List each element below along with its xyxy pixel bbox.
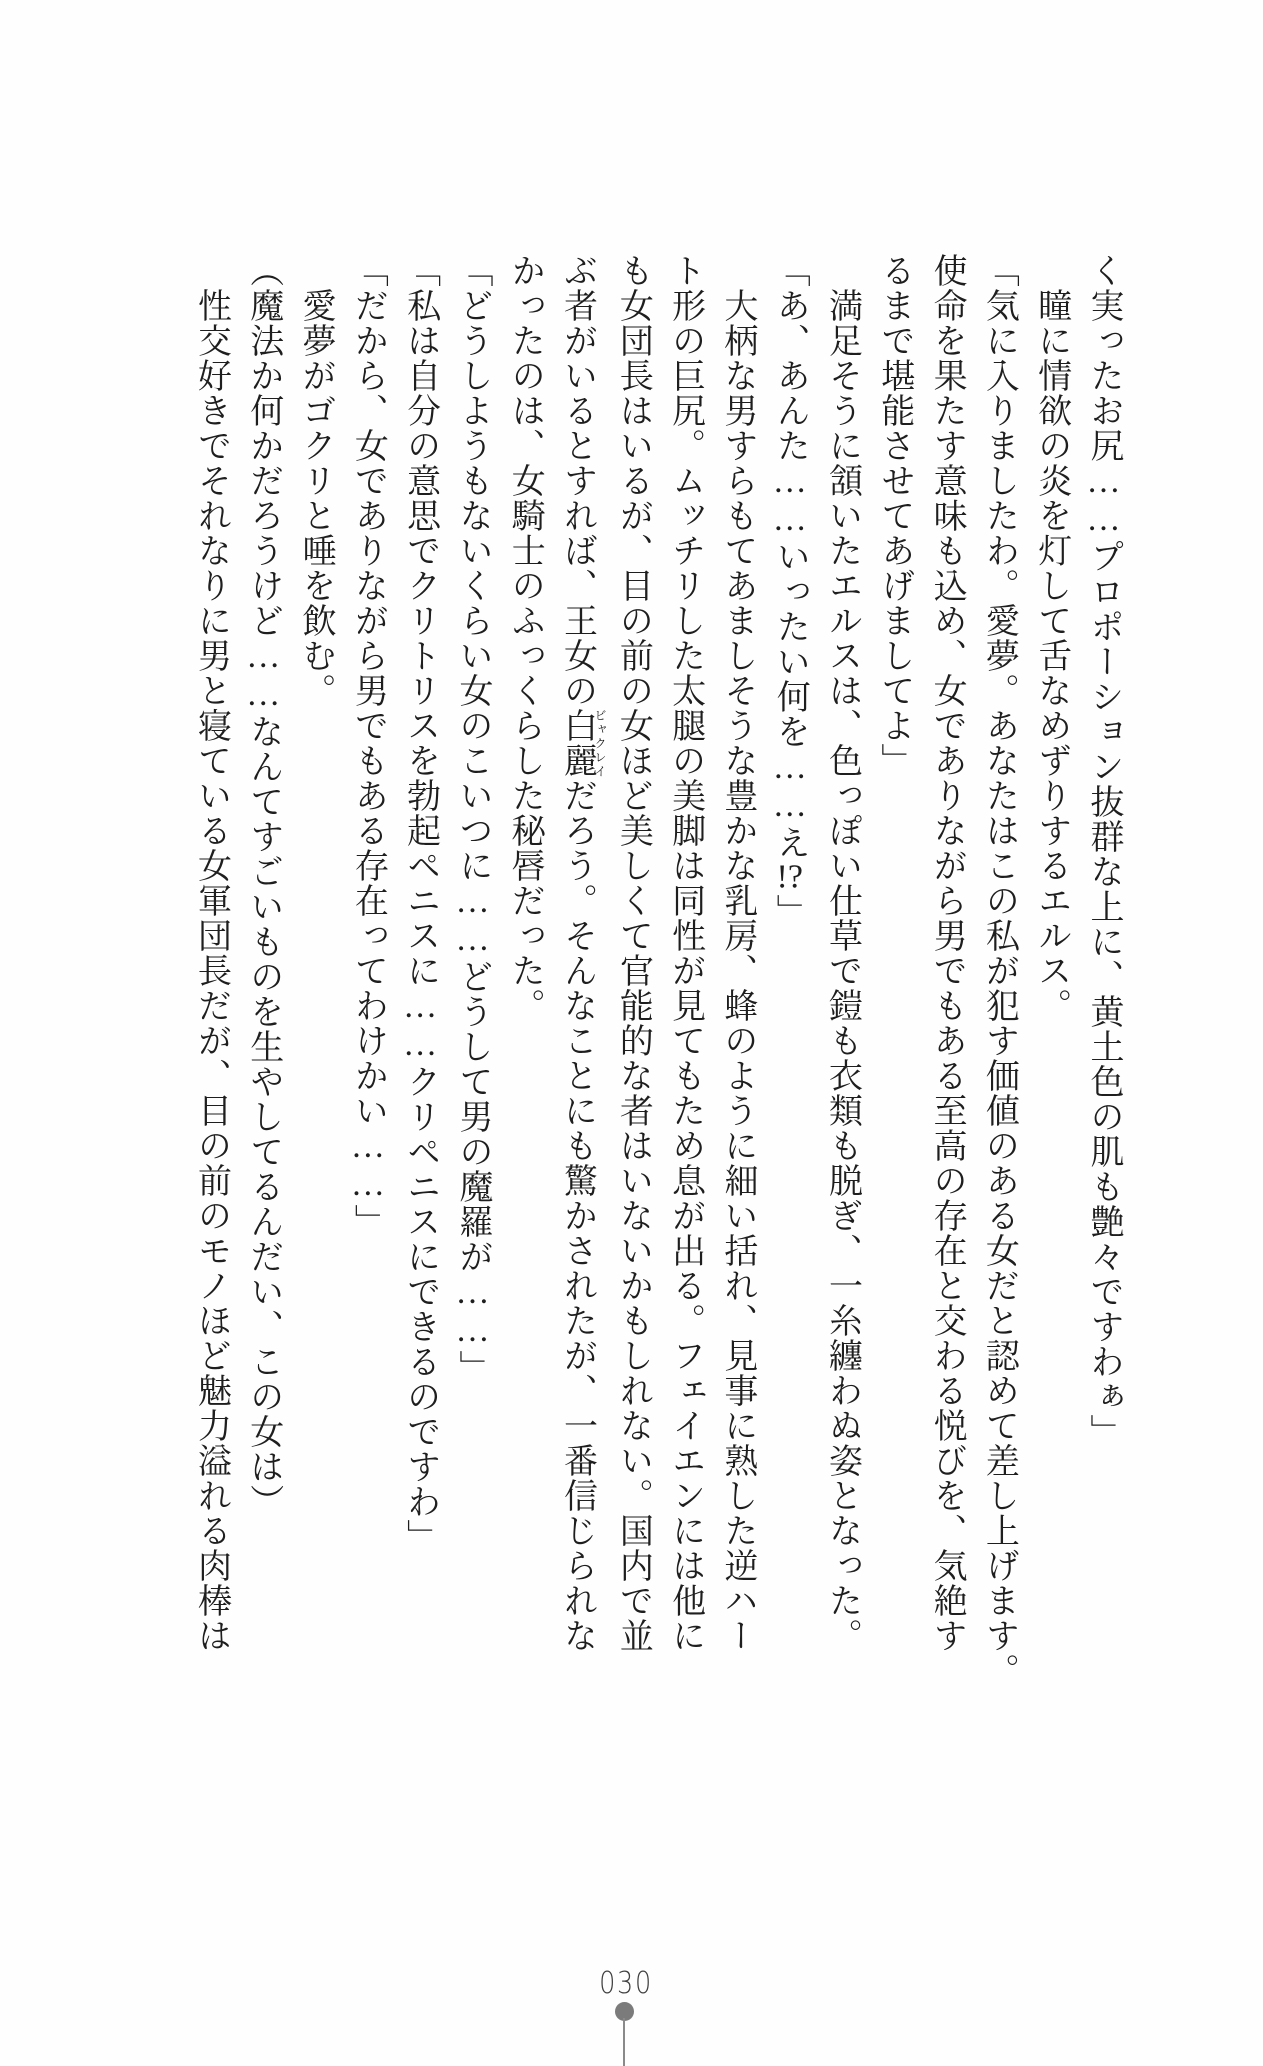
text-run: （魔法か何かだろうけど……なんてすごいものを生やしてるんだい、この女は）	[244, 253, 282, 1519]
text-line	[1077, 253, 1129, 1728]
text-run: 「気に入りましたわ。愛夢。あなたはこの私が犯す価値のある女だと認めて差し上げます。	[980, 253, 1018, 1688]
text-line	[446, 253, 498, 1728]
text-line	[658, 253, 710, 1728]
text-run: 「私は自分の意思でクリトリスを勃起ペニスに……クリペニスにできるのですわ」	[401, 253, 439, 1554]
text-run: も女団長はいるが、目の前の女ほど美しくて官能的な者はいないかもしれない。国内で並	[614, 253, 652, 1653]
page-number: 030	[599, 1966, 653, 2001]
text-run: 」	[771, 894, 809, 929]
text-line	[763, 253, 815, 1728]
text-line	[341, 253, 393, 1728]
text-line	[289, 253, 341, 1728]
text-run: 満足そうに頷いたエルスは、色っぽい仕草で鎧も衣類も脱ぎ、一糸纏わぬ姿となった。	[823, 288, 861, 1653]
furigana-text: ビャクレイ	[593, 708, 608, 778]
text-run: 使命を果たす意味も込め、女でありながら男でもある至高の存在と交わる悦びを、気絶す	[928, 253, 966, 1653]
text-run: るまで堪能させてあげましてよ」	[875, 253, 913, 778]
footer-line	[623, 2018, 625, 2066]
text-line	[184, 253, 236, 1728]
furigana-annotated-word: 白麗ビャクレイ	[558, 708, 608, 778]
text-run: ぶ者がいるとすれば、王女の	[558, 253, 596, 708]
text-line	[920, 253, 972, 1728]
text-line	[1024, 253, 1076, 1728]
text-run: く実ったお尻……プロポーション抜群な上に、黄土色の肌も艶々ですわぁ」	[1085, 253, 1122, 1449]
text-run: 「だから、女でありながら男でもある存在ってわけかい……」	[349, 253, 387, 1239]
text-line	[868, 253, 920, 1728]
text-line	[815, 253, 867, 1728]
text-run: 「どうしようもないくらい女のこいつに……どうして男の魔羅が……」	[453, 253, 491, 1385]
text-line	[236, 253, 288, 1728]
text-block	[185, 253, 1129, 1728]
text-line	[606, 253, 658, 1728]
text-line	[393, 253, 445, 1728]
text-line	[711, 253, 763, 1728]
text-run: 瞳に情欲の炎を灯して舌なめずりするエルス。	[1032, 288, 1070, 1023]
text-line	[550, 253, 606, 1728]
text-run: 性交好きでそれなりに男と寝ている女軍団長だが、目の前のモノほど魅力溢れる肉棒は	[192, 288, 230, 1653]
text-line	[498, 253, 550, 1728]
text-run: 大柄な男すらもてあましそうな豊かな乳房、蜂のように細い括れ、見事に熟した逆ハー	[718, 288, 756, 1653]
text-run: だろう。そんなことにも驚かされたが、一番信じられな	[558, 778, 596, 1653]
tate-chu-yoko-exclamation: !?	[776, 860, 803, 894]
text-run: 愛夢がゴクリと唾を飲む。	[297, 288, 335, 708]
text-run: 「あ、あんた……いったい何を……え	[771, 253, 809, 860]
text-line	[972, 253, 1024, 1728]
text-run: ト形の巨尻。ムッチリした太腿の美脚は同性が見てもため息が出る。フェイエンには他に	[666, 253, 704, 1653]
text-run: かったのは、女騎士のふっくらした秘唇だった。	[506, 253, 544, 1023]
